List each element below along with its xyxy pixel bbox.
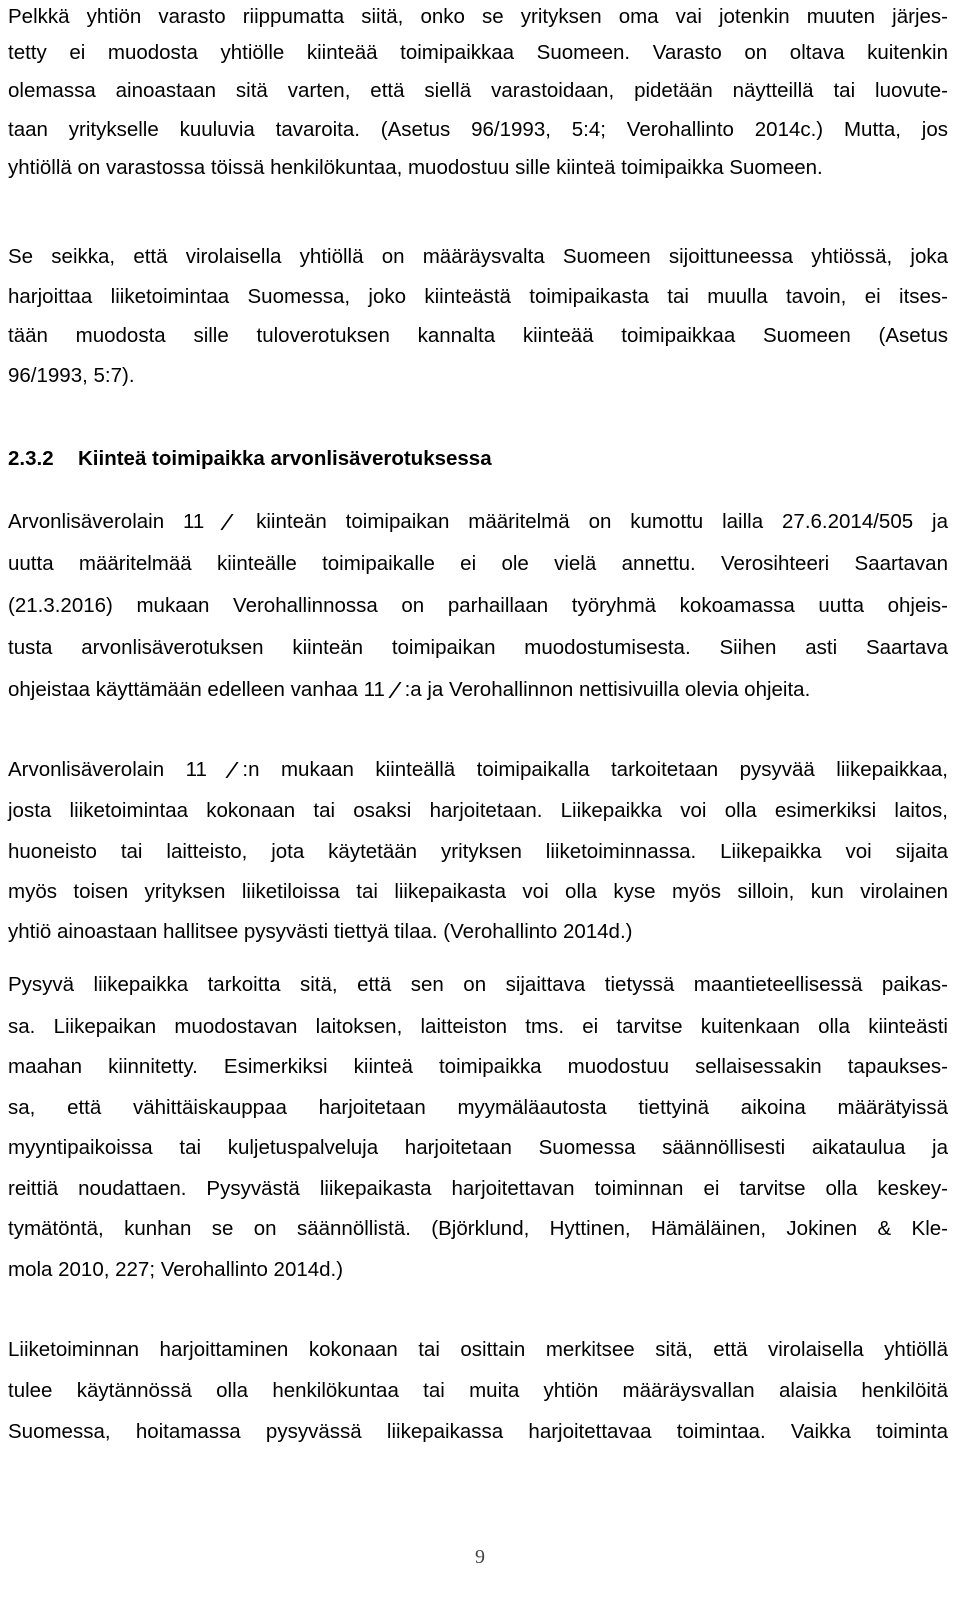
text-line: myös toisen yrityksen liiketiloissa tai liikepaikasta voi olla kyse myös silloin, kun virolainen [8, 880, 948, 903]
text-line: tusta arvonlisäverotuksen kiinteän toimipaikan muodostumisesta. Siihen asti Saartava [8, 636, 948, 659]
text-line: sa. Liikepaikan muodostavan laitoksen, laitteiston tms. ei tarvitse kuitenkaan olla kiinteästi [8, 1015, 948, 1038]
text-line: tymätöntä, kunhan se on säännöllistä. (Björklund, Hyttinen, Hämäläinen, Jokinen & Kle- [8, 1217, 948, 1240]
text-line [8, 676, 810, 704]
text-segment: ohjeistaa käyttämään edelleen vanhaa 11 [8, 678, 385, 701]
text-line: Suomessa, hoitamassa pysyvässä liikepaikassa harjoitettavaa toimintaa. Vaikka toiminta [8, 1420, 948, 1443]
text-segment: Arvonlisäverolain 11 [8, 758, 207, 781]
text-line: olemassa ainoastaan sitä varten, että siellä varastoidaan, pidetään näytteillä tai luovute- [8, 79, 948, 102]
text-line: harjoittaa liiketoimintaa Suomessa, joko kiinteästä toimipaikasta tai muulla tavoin, ei itses- [8, 285, 948, 308]
text-line: yhtiöllä on varastossa töissä henkilökuntaa, muodostuu sille kiinteä toimipaikka Suomeen. [8, 156, 823, 179]
section-heading [8, 445, 492, 473]
text-segment: Arvonlisäverolain 11 [8, 510, 205, 533]
text-line: reittiä noudattaen. Pysyvästä liikepaikasta harjoitettavan toiminnan ei tarvitse olla keskey- [8, 1177, 948, 1200]
text-line: Pysyvä liikepaikka tarkoitta sitä, että sen on sijaittava tietyssä maantieteellisessä paikas- [8, 973, 948, 996]
section-title: Kiinteä toimipaikka arvonlisäverotuksessa [78, 447, 492, 470]
text-line: yhtiö ainoastaan hallitsee pysyvästi tiettyä tilaa. (Verohallinto 2014d.) [8, 920, 633, 943]
text-line [8, 508, 948, 536]
text-line: sa, että vähittäiskauppaa harjoitetaan myymäläautosta tiettyinä aikoina määrätyissä [8, 1096, 948, 1119]
text-line: myyntipaikoissa tai kuljetuspalveluja harjoitetaan Suomessa säännöllisesti aikataulua ja [8, 1136, 948, 1159]
text-line: tetty ei muodosta yhtiölle kiinteää toimipaikkaa Suomeen. Varasto on oltava kuitenkin [8, 41, 948, 64]
text-line: huoneisto tai laitteisto, jota käytetään yrityksen liiketoiminnassa. Liikepaikka voi sijaita [8, 840, 948, 863]
text-line: tulee käytännössä olla henkilökuntaa tai muita yhtiön määräysvallan alaisia henkilöitä [8, 1379, 948, 1402]
text-line: Liiketoiminnan harjoittaminen kokonaan tai osittain merkitsee sitä, että virolaisella yhtiöllä [8, 1338, 948, 1361]
section-number: 2.3.2 [8, 447, 54, 470]
text-line: josta liiketoimintaa kokonaan tai osaksi harjoitetaan. Liikepaikka voi olla esimerkiksi laitos, [8, 799, 948, 822]
text-line [8, 756, 948, 784]
text-line: mola 2010, 227; Verohallinto 2014d.) [8, 1258, 344, 1281]
text-line: maahan kiinnitetty. Esimerkiksi kiinteä toimipaikka muodostuu sellaisessakin tapaukses- [8, 1055, 948, 1078]
text-line: (21.3.2016) mukaan Verohallinnossa on parhaillaan työryhmä kokoamassa uutta ohjeis- [8, 594, 948, 617]
text-segment: kiinteän toimipaikan määritelmä on kumottu lailla 27.6.2014/505 ja [256, 510, 948, 533]
text-line: Se seikka, että virolaisella yhtiöllä on määräysvalta Suomeen sijoittuneessa yhtiössä, joka [8, 245, 948, 268]
text-line: taan yritykselle kuuluvia tavaroita. (Asetus 96/1993, 5:4; Verohallinto 2014c.) Mutta, jos [8, 118, 948, 141]
text-line: tään muodosta sille tuloverotuksen kannalta kiinteää toimipaikkaa Suomeen (Asetus [8, 324, 948, 347]
text-line: uutta määritelmää kiinteälle toimipaikalle ei ole vielä annettu. Verosihteeri Saartavan [8, 552, 948, 575]
text-segment: :a ja Verohallinnon nettisivuilla olevia ohjeita. [404, 678, 811, 701]
page-number: 9 [475, 1546, 485, 1568]
text-segment: :n mukaan kiinteällä toimipaikalla tarkoitetaan pysyvää liikepaikkaa, [242, 758, 948, 781]
text-line: Pelkkä yhtiön varasto riippumatta siitä, onko se yrityksen oma vai jotenkin muuten järjes- [8, 5, 948, 28]
text-line: 96/1993, 5:7). [8, 364, 135, 387]
